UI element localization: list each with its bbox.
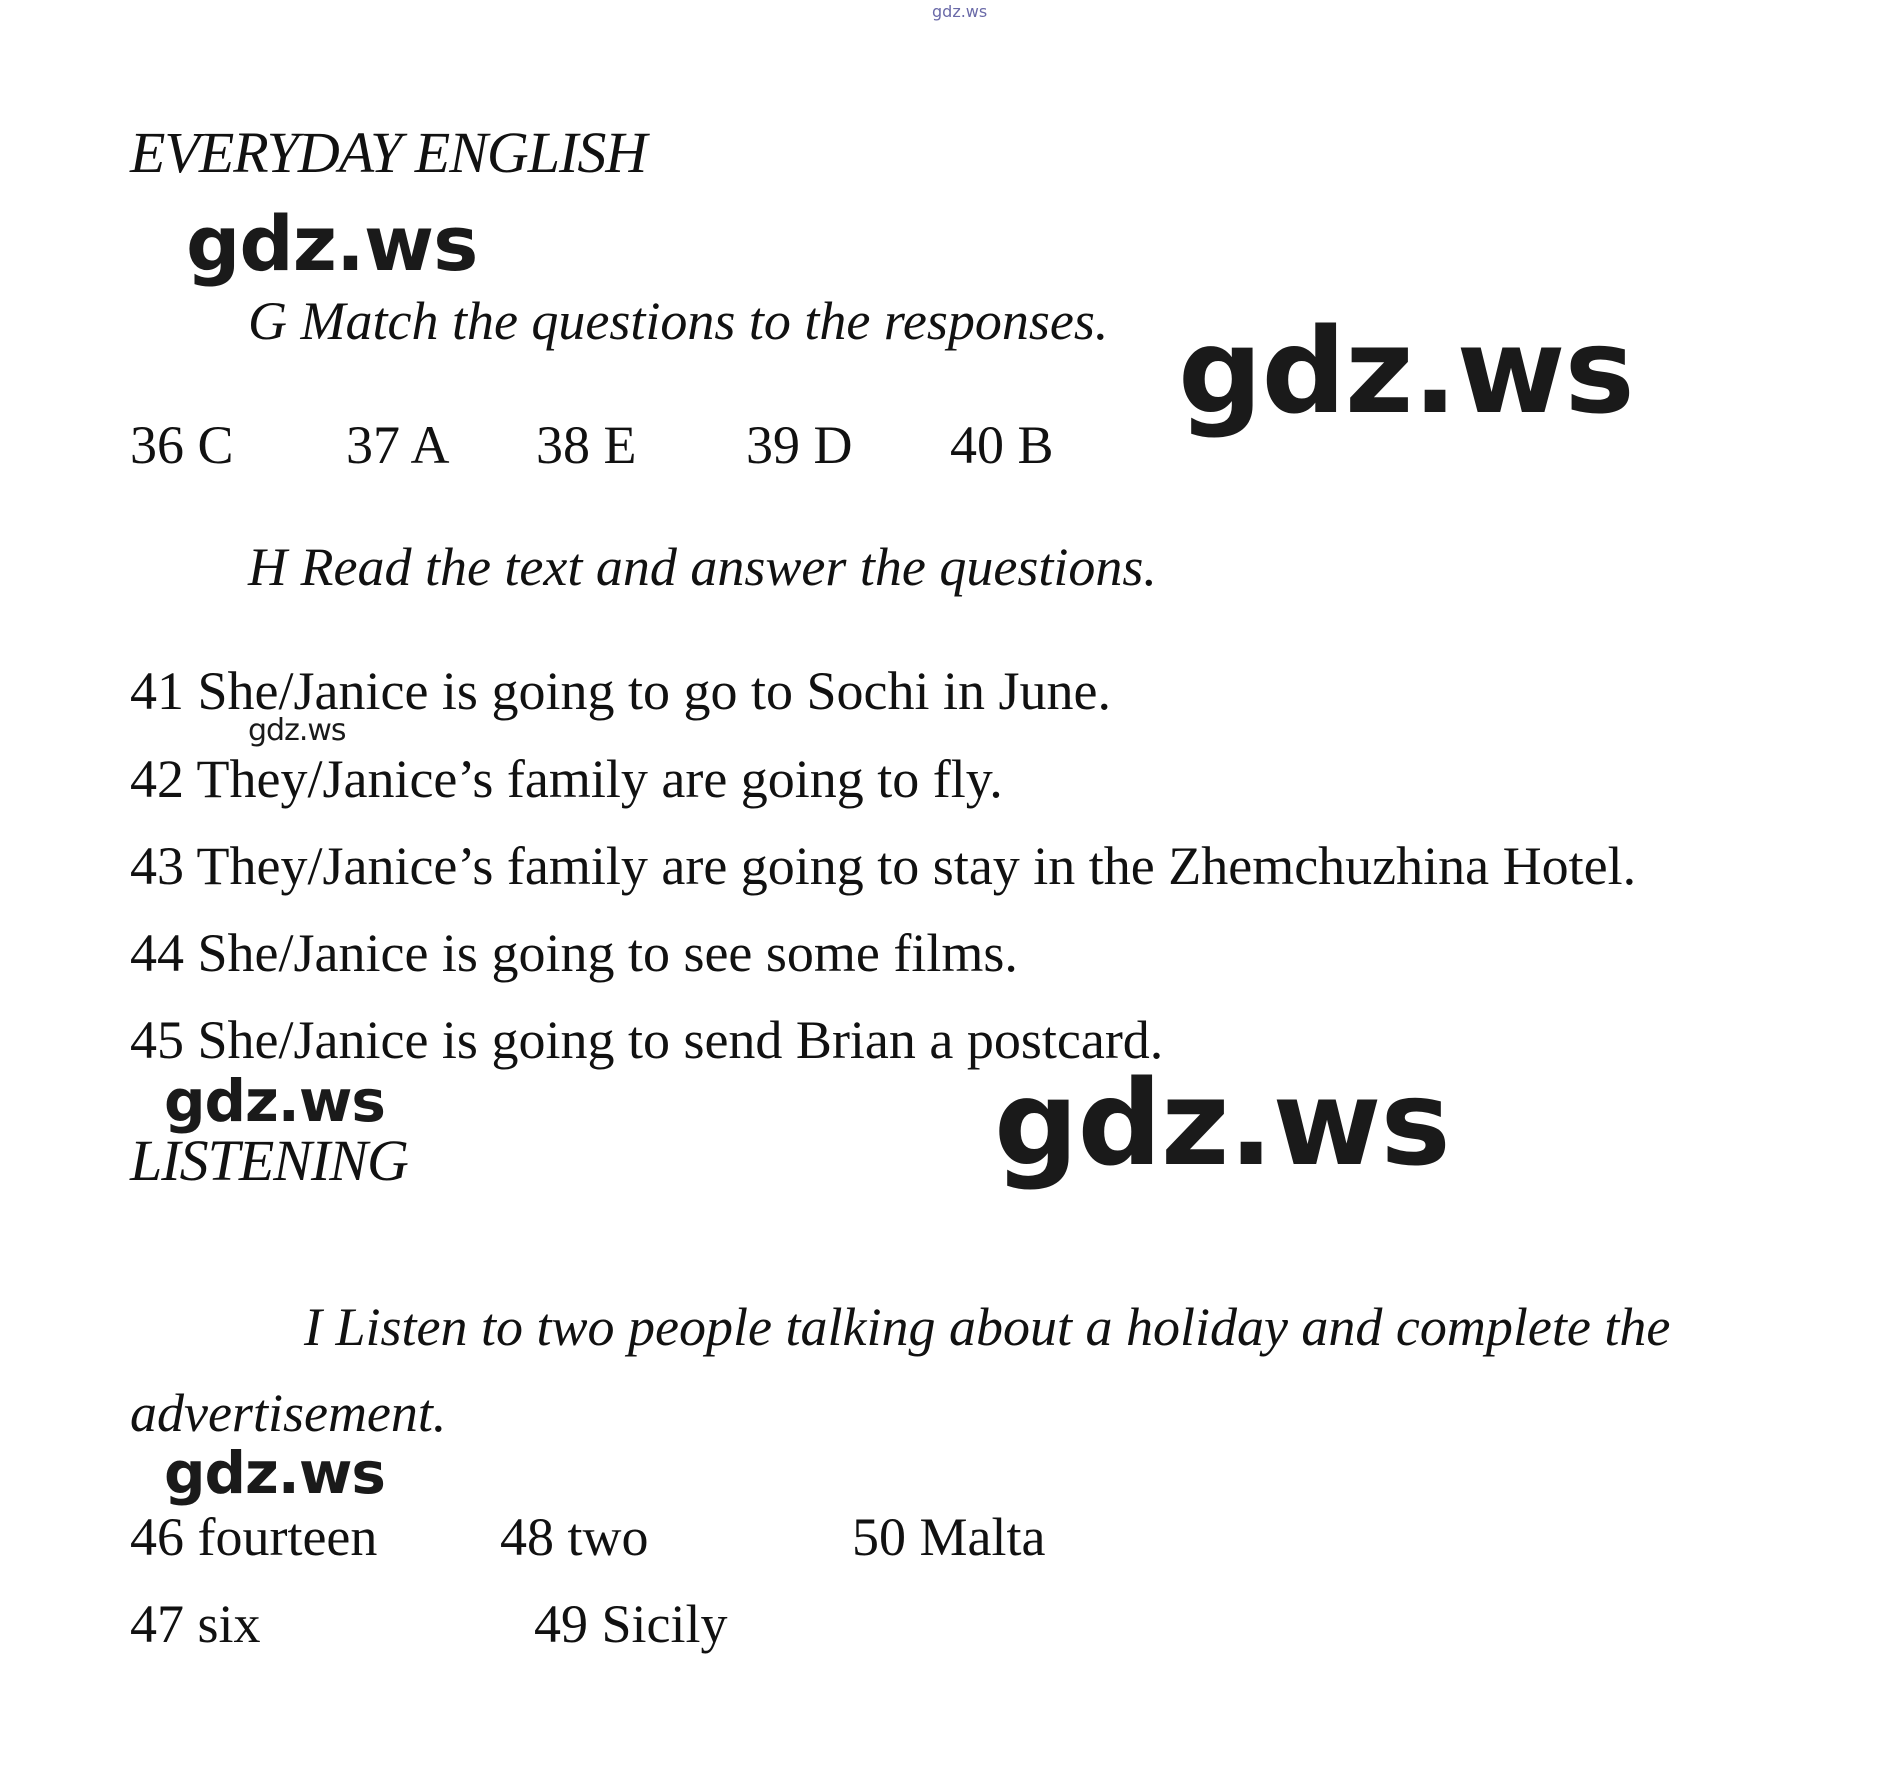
watermark: gdz.ws xyxy=(164,1439,385,1507)
task-h-instruction: H Read the text and answer the questions. xyxy=(248,537,1157,597)
watermark: gdz.ws xyxy=(164,1067,385,1135)
answer-39: 39 D xyxy=(746,415,853,475)
task-i-instruction-line1: I Listen to two people talking about a holiday and complete the xyxy=(304,1297,1671,1357)
answer-44: 44 She/Janice is going to see some films. xyxy=(130,923,1018,983)
answer-41: 41 She/Janice is going to go to Sochi in June. xyxy=(130,661,1111,721)
answer-50: 50 Malta xyxy=(852,1507,1046,1567)
watermark: gdz.ws xyxy=(1178,302,1634,440)
answer-40: 40 B xyxy=(950,415,1054,475)
task-i-instruction-line2: advertisement. xyxy=(130,1383,447,1443)
answer-37: 37 A xyxy=(346,415,450,475)
answer-46: 46 fourteen xyxy=(130,1507,378,1567)
watermark: gdz.ws xyxy=(186,199,478,288)
watermark: gdz.ws xyxy=(248,713,346,748)
header-watermark: gdz.ws xyxy=(932,2,988,21)
answer-45: 45 She/Janice is going to send Brian a postcard. xyxy=(130,1010,1164,1070)
answer-43: 43 They/Janice’s family are going to stay in the Zhemchuzhina Hotel. xyxy=(130,836,1637,896)
answer-49: 49 Sicily xyxy=(534,1594,728,1654)
watermark: gdz.ws xyxy=(994,1054,1450,1192)
answer-48: 48 two xyxy=(500,1507,649,1567)
section-heading-everyday-english: EVERYDAY ENGLISH xyxy=(130,120,647,185)
answer-47: 47 six xyxy=(130,1594,261,1654)
answer-36: 36 C xyxy=(130,415,234,475)
answer-42: 42 They/Janice’s family are going to fly. xyxy=(130,749,1003,809)
section-heading-listening: LISTENING xyxy=(130,1128,408,1193)
answer-38: 38 E xyxy=(536,415,637,475)
task-g-instruction: G Match the questions to the responses. xyxy=(248,291,1109,351)
